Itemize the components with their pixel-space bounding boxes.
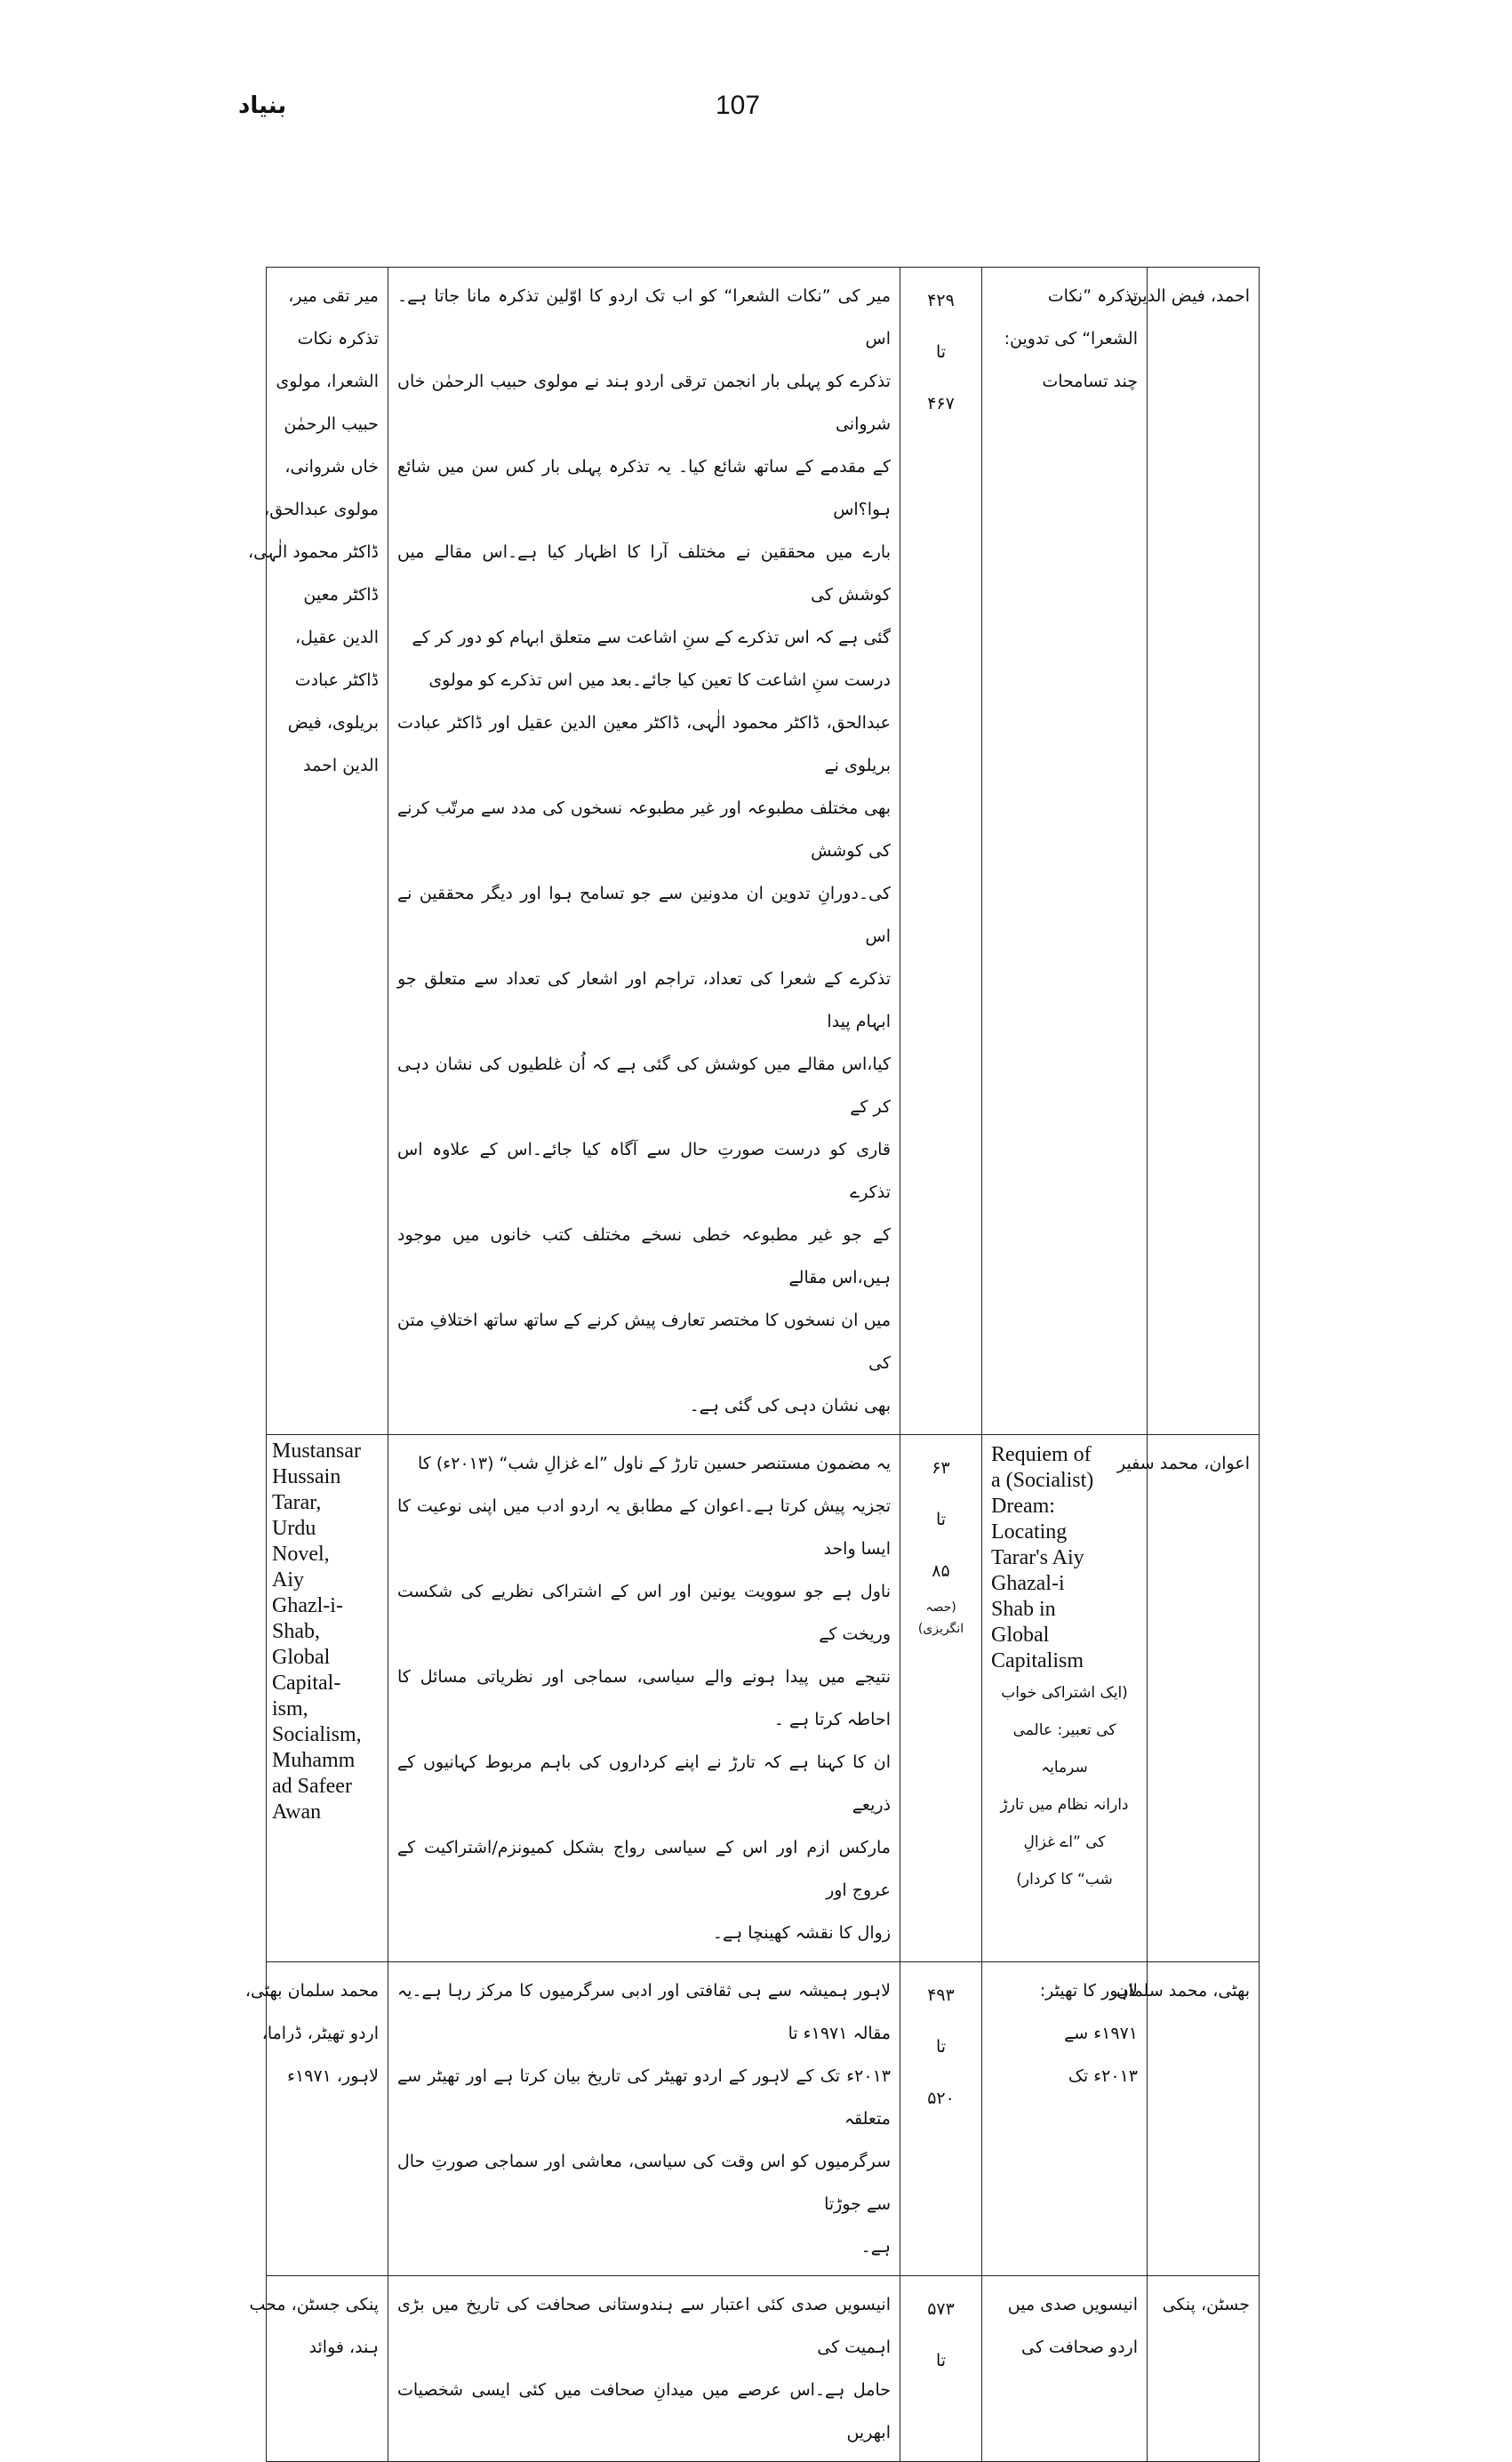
abstract-line: ۲۰۱۳ء تک کے لاہور کے اردو تھیٹر کی تاریخ بیان کرتا ہے اور تھیٹر سے متعلقہ [397,2066,891,2129]
abstract-line: عبدالحق، ڈاکٹر محمود الٰہی، ڈاکٹر معین الدین عقیل اور ڈاکٹر عبادت بریلوی نے [397,713,891,775]
title-line-urdu: دارانہ نظام میں تارڑ [1000,1796,1129,1814]
keyword-line-english: Aiy [272,1568,304,1592]
page-range-part: ۸۵ [932,1561,950,1581]
keyword-line: اردو تھیٹر، ڈراما، [261,2024,379,2043]
keyword-line-english: Tarar, [272,1491,322,1514]
author-name: اعوان، محمد سفیر [1116,1454,1250,1473]
abstract-line: درست سنِ اشاعت کا تعین کیا جائے۔بعد میں اس تذکرے کو مولوی [428,670,891,690]
title-line: تذکرہ ”نکات [1047,286,1138,306]
title-line: چند تسامحات [1042,372,1138,391]
keyword-line: لاہور، ۱۹۷۱ء [287,2066,379,2086]
keyword-line-english: Capital- [272,1672,341,1695]
abstract-line: ان کا کہنا ہے کہ تارڑ نے اپنے کرداروں کی باہم مربوط کہانیوں کے ذریعے [397,1752,891,1815]
title-line: ۲۰۱۳ء تک [1068,2066,1138,2086]
table-row [267,2276,1260,2462]
keyword-line: ڈاکٹر محمود الٰہی، [248,542,379,562]
pages-note: انگریزی) [917,1622,964,1636]
title-line-english: Capitalism [991,1649,1084,1672]
title-cell [982,2276,1148,2462]
abstract-line: کی۔دورانِ تدوین ان مدونین سے جو تسامح ہوا اور دیگر محققین نے اس [397,884,891,946]
keyword-line: ڈاکٹر معین [303,585,379,605]
abstract-line: انیسویں صدی کئی اعتبار سے ہندوستانی صحافت کی تاریخ میں بڑی اہمیت کی [397,2295,891,2357]
abstract-line: تذکرے کے شعرا کی تعداد، تراجم اور اشعار کی تعداد سے متعلق جو ابہام پیدا [397,969,891,1031]
author-cell [1116,1962,1260,2276]
abstract-cell [388,268,900,1435]
keywords-cell [267,1435,388,1962]
pages-note: (حصہ [925,1600,956,1615]
keyword-line: الدین عقیل، [294,628,379,647]
keyword-line-english: Muhamm [272,1749,356,1772]
keyword-line-english: Socialism, [272,1723,362,1746]
abstract-line: بھی مختلف مطبوعہ اور غیر مطبوعہ نسخوں کی مدد سے مرتّب کرنے کی کوشش [397,798,891,861]
title-line-urdu: (ایک اشتراکی خواب [1001,1684,1128,1702]
keyword-line: خاں شروانی، [284,457,379,477]
keyword-line: الشعرا، مولوی [276,372,379,391]
keyword-line: ہند، فوائد [308,2338,379,2357]
keyword-line-english: Shab, [272,1620,320,1643]
page-range-part: ۵۲۰ [927,2089,955,2108]
pages-cell [900,1435,982,1962]
author-cell [1129,268,1260,1435]
abstract-line: ہے۔ [860,2237,891,2257]
abstract-line: قاری کو درست صورتِ حال سے آگاہ کیا جائے۔اس کے علاوہ اس تذکرے [397,1140,891,1202]
abstract-line: زوال کا نقشہ کھینچا ہے۔ [712,1923,891,1943]
keyword-line: ڈاکٹر عبادت [294,670,379,690]
title-line-english: Requiem of [991,1443,1092,1466]
keyword-line: میر تقی میر، [288,286,379,306]
keyword-line: حبیب الرحمٰن [284,414,379,434]
abstract-line: بھی نشان دہی کی گئی ہے۔ [689,1396,891,1415]
page-range-part: ۴۶۷ [927,394,955,413]
title-line-english: Tarar's Aiy [991,1546,1084,1569]
title-line-urdu: کی تعبیر: عالمی سرمایہ [1012,1721,1116,1776]
keyword-line: محمد سلمان بھٹی، [244,1981,379,2001]
title-line: لاہور کا تھیٹر: [1039,1981,1138,2001]
table-row [267,268,1260,1435]
keyword-line: الدین احمد [303,756,379,775]
journal-name: بنیاد [238,92,287,119]
abstract-line: تجزیہ پیش کرتا ہے۔اعوان کے مطابق یہ اردو ادب میں اپنی نوعیت کا ایسا واحد [397,1496,891,1559]
title-line-english: Dream: [991,1495,1055,1518]
keywords-cell [249,2276,388,2462]
keyword-line: پنکی جسٹن، محب [249,2295,379,2314]
abstract-line: بارے میں محققین نے مختلف آرا کا اظہار کیا ہے۔اس مقالے میں کوشش کی [397,542,891,605]
keyword-line: بریلوی، فیض [287,713,379,733]
author-name: بھٹی، محمد سلمان [1116,1981,1250,2001]
title-line: انیسویں صدی میں [1007,2295,1138,2314]
title-line-english: Ghazal-i [991,1572,1065,1595]
keyword-line-english: Novel, [272,1543,330,1566]
article-index-table [244,267,1260,2462]
keyword-line-english: Urdu [272,1517,316,1540]
abstract-cell [388,2276,900,2462]
abstract-line: حامل ہے۔اس عرصے میں میدانِ صحافت میں کئی ایسی شخصیات ابھریں [397,2380,891,2442]
keywords-cell [248,268,388,1435]
author-name: جسٹن، پنکی [1162,2295,1250,2314]
page-range-part: تا [935,342,947,362]
abstract-line: مارکس ازم اور اس کے سیاسی رواج بشکل کمیونزم/اشتراکیت کے عروج اور [397,1838,891,1900]
abstract-line: سرگرمیوں کو اس وقت کی سیاسی، معاشی اور سماجی صورتِ حال سے جوڑتا [397,2152,891,2214]
abstract-cell [388,1435,900,1962]
table-row [267,1962,1260,2276]
title-line-english: Shab in [991,1598,1056,1621]
abstract-line: گئی ہے کہ اس تذکرے کے سنِ اشاعت سے متعلق ابہام کو دور کر کے [412,628,891,647]
page-range-part: ۴۹۳ [927,1985,955,2005]
author-cell [1148,2276,1260,2462]
abstract-line: کے مقدمے کے ساتھ شائع کیا۔ یہ تذکرہ پہلی بار کس سن میں شائع ہوا؟اس [397,457,891,519]
keyword-line-english: Ghazl-i- [272,1594,343,1617]
abstract-line: کیا،اس مقالے میں کوشش کی گئی ہے کہ اُن غلطیوں کی نشان دہی کر کے [397,1055,891,1117]
title-line-english: a (Socialist) [991,1469,1094,1492]
keyword-line: مولوی عبدالحق، [264,500,379,519]
title-cell [982,268,1148,1435]
title-line: الشعرا“ کی تدوین: [1004,329,1138,349]
keyword-line-english: Awan [272,1800,322,1824]
title-cell [982,1435,1148,1962]
title-line-english: Locating [991,1520,1068,1544]
page-range-part: تا [935,2037,947,2057]
keyword-line-english: Hussain [272,1465,341,1488]
pages-cell [900,268,982,1435]
page-range-part: ۶۳ [932,1458,950,1478]
pages-cell [900,1962,982,2276]
author-cell [1116,1435,1260,1962]
abstract-line: میں ان نسخوں کا مختصر تعارف پیش کرنے کے ساتھ ساتھ اختلافِ متن کی [397,1311,891,1373]
title-line: اردو صحافت کی [1021,2338,1138,2357]
keyword-line-english: Mustansar [272,1440,361,1463]
abstract-line: لاہور ہمیشہ سے ہی ثقافتی اور ادبی سرگرمیوں کا مرکز رہا ہے۔یہ مقالہ ۱۹۷۱ء تا [397,1981,891,2043]
keyword-line-english: ism, [272,1697,308,1720]
page-range-part: ۴۲۹ [927,291,955,310]
abstract-line: ناول ہے جو سوویت یونین اور اس کے اشتراکی نظریے کی شکست وریخت کے [397,1582,891,1644]
page-range-part: تا [935,2351,947,2370]
page-number: 107 [716,91,761,120]
table-row [267,1435,1260,1962]
keyword-line: تذکرہ نکات [297,329,379,349]
title-line-urdu: شب“ کا کردار) [1016,1871,1113,1889]
author-name: احمد، فیض الدین [1129,286,1250,306]
abstract-cell [388,1962,900,2276]
title-cell [982,1962,1148,2276]
abstract-line: میر کی ”نکات الشعرا“ کو اب تک اردو کا اوّلین تذکرہ مانا جاتا ہے۔اس [397,286,891,349]
abstract-line: نتیجے میں پیدا ہونے والے سیاسی، سماجی اور نظریاتی مسائل کا احاطہ کرتا ہے ۔ [397,1667,891,1729]
pages-cell [900,2276,982,2462]
title-line: ۱۹۷۱ء سے [1064,2024,1138,2043]
page-range-part: تا [935,1510,947,1529]
title-line-english: Global [991,1624,1050,1647]
abstract-line: یہ مضمون مستنصر حسین تارڑ کے ناول ”اے غزالِ شب“ (۲۰۱۳ء) کا [418,1454,891,1473]
keywords-cell [244,1962,388,2276]
abstract-line: تذکرے کو پہلی بار انجمن ترقی اردو ہند نے مولوی حبیب الرحمٰن خاں شروانی [397,372,891,434]
page-range-part: ۵۷۳ [927,2299,955,2319]
abstract-line: کے جو غیر مطبوعہ خطی نسخے مختلف کتب خانوں میں موجود ہیں،اس مقالے [397,1225,891,1287]
keyword-line-english: Global [272,1646,331,1669]
keyword-line-english: ad Safeer [272,1775,352,1798]
title-line-urdu: کی ”اے غزالِ [1023,1833,1106,1851]
